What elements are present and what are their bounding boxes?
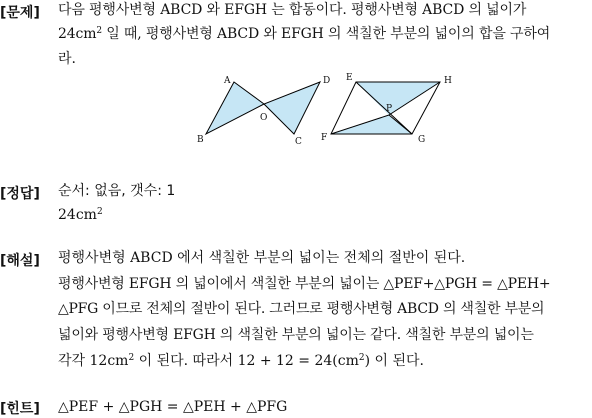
label-h: H — [444, 76, 452, 86]
label-b: B — [197, 135, 204, 145]
label-a: A — [224, 76, 231, 86]
shaded-triangle-peh — [356, 82, 440, 115]
label-e: E — [346, 73, 353, 83]
shaded-triangle-aob — [206, 82, 264, 134]
problem-line-3: 라. — [58, 51, 76, 67]
explanation-line-2: 평행사변형 EFGH 의 넓이에서 색칠한 부분의 넓이는 △PEF+△PGH = △PEH+ — [58, 276, 551, 292]
label-d: D — [323, 76, 331, 86]
problem-label: [문제] — [0, 5, 40, 21]
hint-line-1: △PEF + △PGH = △PEH + △PFG — [58, 399, 288, 415]
parallelogram-figure — [0, 0, 592, 160]
explanation-line-1: 평행사변형 ABCD 에서 색칠한 부분의 넓이는 전체의 절반이 된다. — [58, 250, 466, 266]
answer-line-1: 순서: 없음, 갯수: 1 — [58, 183, 176, 199]
label-o: O — [260, 113, 268, 123]
answer-label: [정답] — [0, 186, 40, 202]
shaded-triangle-doc — [264, 82, 320, 134]
hint-label: [힌트] — [0, 401, 40, 417]
answer-line-2: $24cm^2$ — [58, 207, 103, 223]
problem-line-1: 다음 평행사변형 ABCD 와 EFGH 는 합동이다. 평행사변형 ABCD 의 넓이가 — [58, 2, 527, 18]
explanation-line-4: 넓이와 평행사변형 EFGH 의 색칠한 부분의 넓이는 같다. 색칠한 부분의 넓이는 — [58, 327, 534, 343]
label-g: G — [418, 135, 426, 145]
explanation-label: [해설] — [0, 253, 40, 269]
explanation-line-3: △PFG 이므로 전체의 절반이 된다. 그러므로 평행사변형 ABCD 의 색칠한 부분의 — [58, 301, 545, 317]
label-c: C — [295, 137, 302, 147]
explanation-line-5: 각각 $12cm^2$ 이 된다. 따라서 $12 + 12 = 24(cm^2)$ 이 된다. — [58, 353, 424, 369]
label-p: P — [386, 104, 393, 114]
problem-line-2: $24cm^2$ 일 때, 평행사변형 ABCD 와 EFGH 의 색칠한 부분의 넓이의 합을 구하여 — [58, 26, 551, 42]
label-f: F — [321, 133, 328, 143]
